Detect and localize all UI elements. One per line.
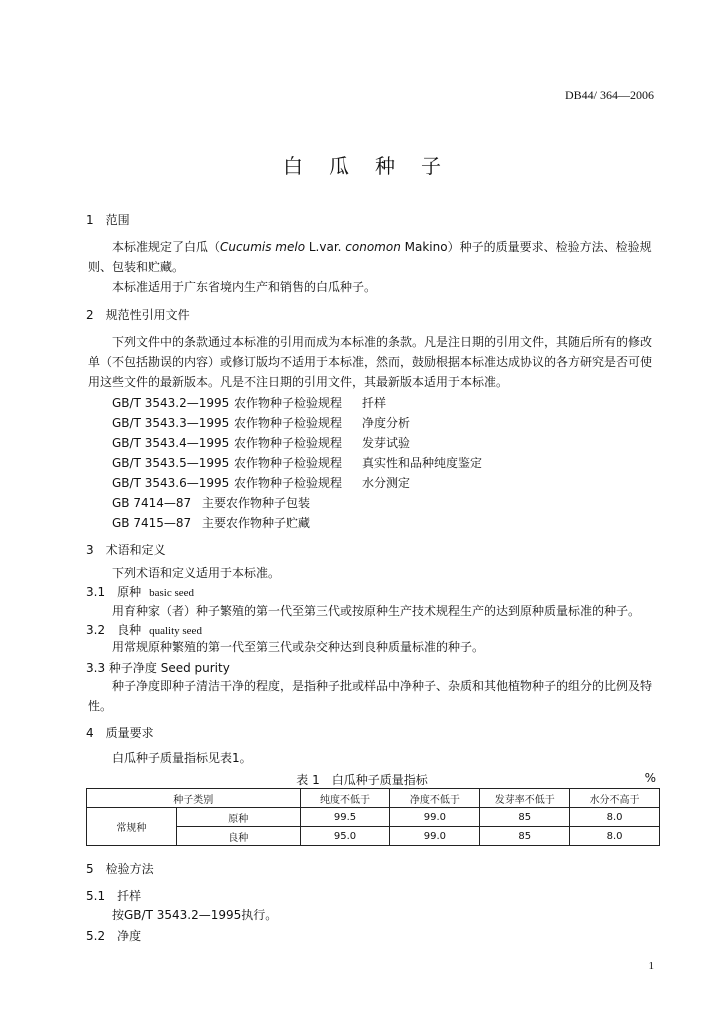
section-5-1-text: 按GB/T 3543.2—1995执行。 [112,908,278,922]
term-3-2-heading: 3.2 良种 quality seed [86,623,202,637]
section-5-2-heading: 5.2 净度 [86,929,142,943]
reference-item: GB 7415—87 主要农作物种子贮藏 [112,516,311,530]
reference-item: GB 7414—87 主要农作物种子包装 [112,496,311,510]
table-header-row [87,789,660,808]
term-3-1-heading: 3.1 原种 basic seed [86,585,194,599]
reference-item: GB/T 3543.3—1995 农作物种子检验规程 净度分析 [112,416,411,430]
table-cell: 85 [480,827,570,846]
table-cell: 8.0 [570,808,660,827]
term-3-3-definition: 种子净度即种子清洁干净的程度，是指种子批或样品中净种子、杂质和其他植物种子的组分的比例及特性。 [88,679,653,713]
section-1-paragraph-2: 本标准适用于广东省境内生产和销售的白瓜种子。 [112,280,377,294]
table-unit: % [644,771,656,785]
table-header-cell: 发芽率不低于 [480,789,570,808]
reference-item: GB/T 3543.4—1995 农作物种子检验规程 发芽试验 [112,436,411,450]
table-header-cell: 纯度不低于 [300,789,390,808]
section-1-heading: 1 范围 [86,213,130,227]
page-title: 白瓜种子 [283,154,467,178]
table-cell: 85 [480,808,570,827]
section-3-heading: 3 术语和定义 [86,543,166,557]
quality-table [86,788,660,846]
table-cell: 99.0 [390,808,480,827]
table-caption: 表 1 白瓜种子质量指标 [296,773,428,787]
table-cell: 8.0 [570,827,660,846]
term-3-2-definition: 用常规原种繁殖的第一代至第三代或杂交种达到良种质量标准的种子。 [112,640,485,654]
table-row [87,808,660,827]
term-3-3-heading: 3.3 种子净度 Seed purity [86,661,230,675]
section-2-heading: 2 规范性引用文件 [86,308,190,322]
table-cell: 原种 [176,808,300,827]
table-group-cell: 常规种 [87,808,177,846]
table-cell: 良种 [176,827,300,846]
page-number: 1 [648,960,654,972]
reference-item: GB/T 3543.5—1995 农作物种子检验规程 真实性和品种纯度鉴定 [112,456,483,470]
table-header-cell: 水分不高于 [570,789,660,808]
table-cell: 99.0 [390,827,480,846]
section-5-heading: 5 检验方法 [86,862,154,876]
table-cell: 99.5 [300,808,390,827]
table-header-cell: 种子类别 [87,789,301,808]
section-3-intro: 下列术语和定义适用于本标准。 [112,566,281,580]
reference-item: GB/T 3543.6—1995 农作物种子检验规程 水分测定 [112,476,411,490]
section-4-intro: 白瓜种子质量指标见表1。 [112,751,252,765]
table-header-cell: 净度不低于 [390,789,480,808]
table-cell: 95.0 [300,827,390,846]
section-4-heading: 4 质量要求 [86,726,154,740]
standard-code: DB44/ 364—2006 [564,88,654,102]
section-5-1-heading: 5.1 扦样 [86,889,142,903]
section-2-paragraph: 下列文件中的条款通过本标准的引用而成为本标准的条款。凡是注日期的引用文件，其随后所有的修改单（不包括勘误的内容）或修订版均不适用于本标准，然而，鼓励根据本标准达成协议的各方研究是否可使用这些文件的最新版本。凡是不注日期的引用文件，其最新版本适用于本标准。 [88,335,653,389]
section-1-paragraph-1: 本标准规定了白瓜（Cucumis melo L.var. conomon Makino）种子的质量要求、检验方法、检验规则、包装和贮藏。 [88,240,652,274]
reference-item: GB/T 3543.2—1995 农作物种子检验规程 扦样 [112,396,387,410]
term-3-1-definition: 用育种家（者）种子繁殖的第一代至第三代或按原种生产技术规程生产的达到原种质量标准的种子。 [112,604,641,618]
